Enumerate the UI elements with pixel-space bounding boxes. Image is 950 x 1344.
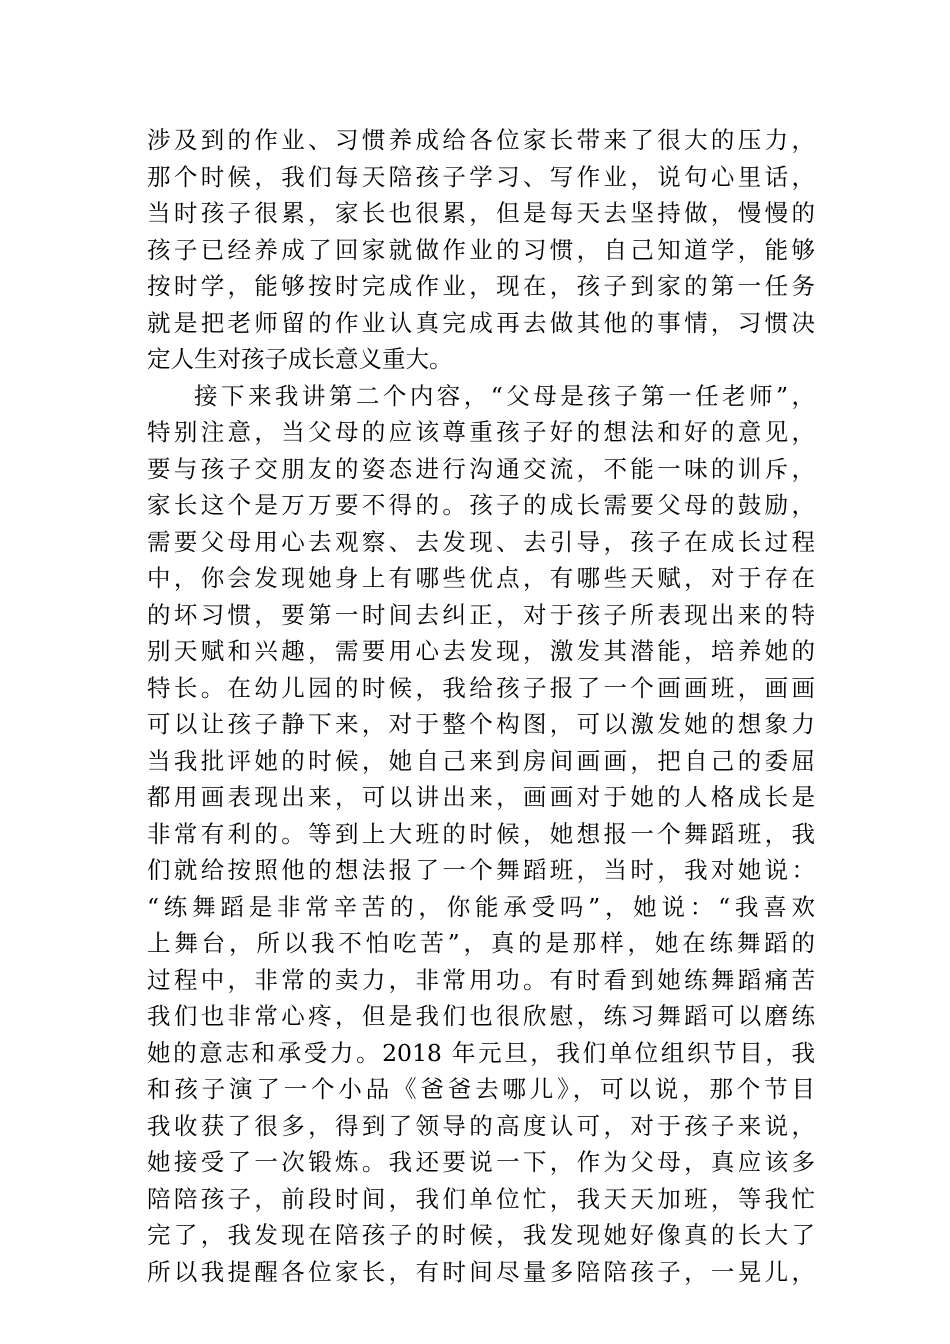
- text-line: 按时学，能够按时完成作业，现在，孩子到家的第一任务: [147, 272, 815, 300]
- text-line: 需要父母用心去观察、去发现、去引导，孩子在成长过程: [147, 527, 815, 556]
- text-line: 们就给按照他的想法报了一个舞蹈班，当时，我对她说：: [147, 856, 815, 884]
- paragraph-start-line: 接下来我讲第二个内容，“父母是孩子第一任老师”，: [194, 381, 815, 410]
- text-line: 上舞台，所以我不怕吃苦”，真的是那样，她在练舞蹈的: [147, 929, 815, 957]
- body-text: [147, 122, 815, 1290]
- text-line: 别天赋和兴趣，需要用心去发现，激发其潜能，培养她的: [147, 637, 815, 665]
- text-line: 她接受了一次锻炼。我还要说一下，作为父母，真应该多: [147, 1148, 815, 1176]
- text-line: 和孩子演了一个小品《爸爸去哪儿》，可以说，那个节目: [147, 1075, 815, 1103]
- text-line: 所以我提醒各位家长，有时间尽量多陪陪孩子，一晃儿，: [147, 1257, 815, 1286]
- text-line: 特长。在幼儿园的时候，我给孩子报了一个画画班，画画: [147, 673, 815, 702]
- text-line: 的坏习惯，要第一时间去纠正，对于孩子所表现出来的特: [147, 600, 815, 629]
- text-line: 中，你会发现她身上有哪些优点，有哪些天赋，对于存在: [147, 564, 815, 592]
- text-line: 完了，我发现在陪孩子的时候，我发现她好像真的长大了: [147, 1221, 815, 1249]
- text-line: “练舞蹈是非常辛苦的，你能承受吗”，她说：“我喜欢: [147, 892, 815, 921]
- text-line: 特别注意，当父母的应该尊重孩子好的想法和好的意见，: [147, 418, 815, 446]
- text-line: 那个时候，我们每天陪孩子学习、写作业，说句心里话，: [147, 162, 815, 191]
- text-line: 当时孩子很累，家长也很累，但是每天去坚持做，慢慢的: [147, 199, 815, 227]
- text-line: 过程中，非常的卖力，非常用功。有时看到她练舞蹈痛苦: [147, 965, 815, 994]
- paragraph-end-line: 定人生对孩子成长意义重大。: [147, 345, 453, 373]
- text-line: 孩子已经养成了回家就做作业的习惯，自己知道学，能够: [147, 235, 815, 264]
- text-line: 当我批评她的时候，她自己来到房间画画，把自己的委屈: [147, 746, 815, 775]
- text-line: 都用画表现出来，可以讲出来，画画对于她的人格成长是: [147, 783, 815, 811]
- text-line: 非常有利的。等到上大班的时候，她想报一个舞蹈班，我: [147, 819, 815, 848]
- text-line: 陪陪孩子，前段时间，我们单位忙，我天天加班，等我忙: [147, 1184, 815, 1213]
- text-line: 家长这个是万万要不得的。孩子的成长需要父母的鼓励，: [147, 491, 815, 519]
- text-line: 她的意志和承受力。2018 年元旦，我们单位组织节目，我: [147, 1038, 815, 1067]
- text-line: 涉及到的作业、习惯养成给各位家长带来了很大的压力，: [147, 126, 815, 154]
- text-line: 要与孩子交朋友的姿态进行沟通交流，不能一味的训斥，: [147, 454, 815, 483]
- text-line: 可以让孩子静下来，对于整个构图，可以激发她的想象力: [147, 710, 815, 738]
- text-line: 我收获了很多，得到了领导的高度认可，对于孩子来说，: [147, 1111, 815, 1140]
- text-line: 就是把老师留的作业认真完成再去做其他的事情，习惯决: [147, 308, 815, 337]
- text-line: 我们也非常心疼，但是我们也很欣慰，练习舞蹈可以磨练: [147, 1002, 815, 1030]
